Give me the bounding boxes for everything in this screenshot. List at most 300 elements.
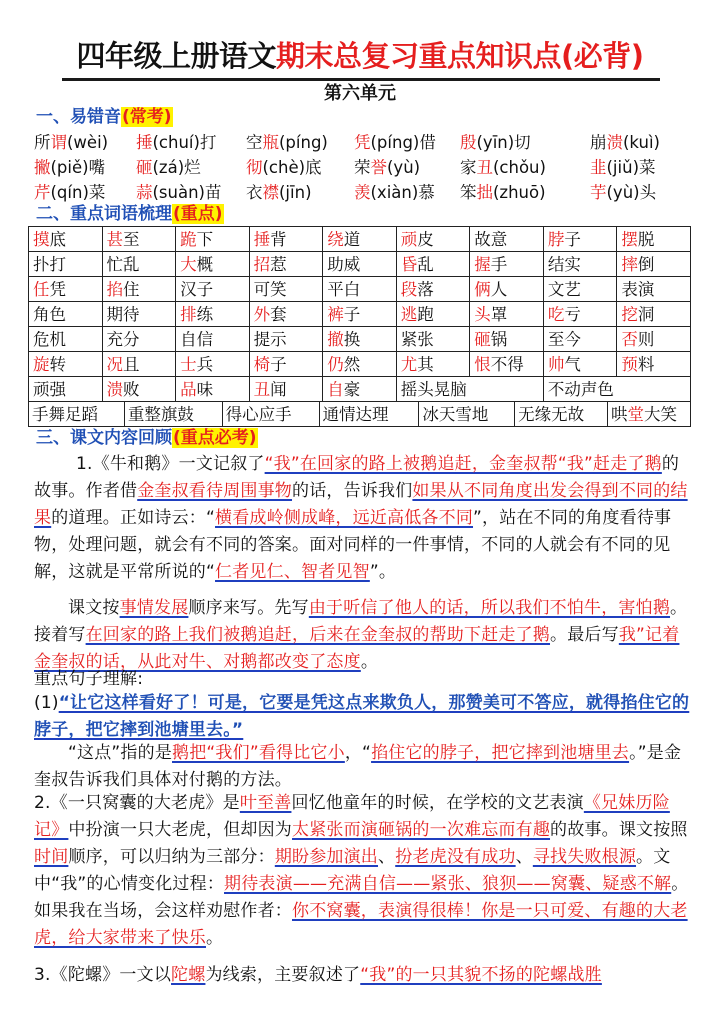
- body-text: 。”是金奎叔告诉我们具体对付鹅的方法。: [34, 743, 682, 790]
- section-heading-vocab: 二、重点词语梳理(重点): [36, 204, 223, 224]
- vocab-cell: [102, 327, 176, 352]
- highlight-text: 期盼参加演出: [274, 847, 379, 867]
- vocab-key-char: 溃: [106, 379, 124, 399]
- body-text: ”。: [369, 562, 397, 582]
- vocab-cell: [543, 277, 617, 302]
- vocab-cell: [470, 302, 544, 327]
- body-text: 、: [515, 847, 533, 867]
- vocab-rest: 摇头晃脑: [400, 379, 467, 399]
- pinyin-item: [590, 155, 656, 180]
- vocab-rest: 凭: [49, 279, 66, 299]
- page-title: [0, 34, 720, 78]
- vocab-key-char: 大: [180, 254, 197, 274]
- highlight-text: 如果从不同角度出发会得到不同的结果: [34, 481, 688, 528]
- highlight-text: 叶至善: [239, 793, 292, 813]
- vocab-cell: [249, 327, 323, 352]
- vocab-key-char: 绕: [327, 229, 344, 249]
- vocab-cell: [617, 352, 691, 377]
- vocab-rest: 锅: [490, 329, 508, 349]
- pinyin-char: 韭: [590, 158, 607, 177]
- vocab-key-char: 自: [327, 379, 344, 399]
- idiom-cell: 无缘无故: [515, 402, 608, 427]
- vocab-rest: 手: [490, 254, 508, 274]
- vocab-table: [28, 226, 691, 402]
- idiom-table: [28, 401, 691, 427]
- vocab-rest: 提示: [253, 329, 287, 349]
- vocab-key-char: 甚: [106, 229, 124, 249]
- vocab-rest: 人: [490, 279, 508, 299]
- pinyin-char: 撇: [34, 158, 51, 177]
- pinyin-reading: (yīn)切: [476, 133, 531, 152]
- title-part2: 期末总复习重点知识点(必背): [276, 39, 644, 73]
- key-sentence-explain: [34, 740, 690, 794]
- body-text: ，“: [344, 743, 372, 763]
- pinyin-reading: (wèi): [67, 133, 109, 152]
- idiom-cell: 手舞足蹈: [29, 402, 125, 427]
- pinyin-char: 芹: [34, 183, 51, 202]
- body-text: 顺序，可以归纳为三部分：: [68, 847, 275, 867]
- vocab-key-char: 恨: [474, 354, 491, 374]
- pinyin-reading: (zá)烂: [152, 158, 201, 177]
- vocab-cell: [470, 352, 544, 377]
- pinyin-plain: 所: [34, 133, 51, 152]
- highlight-text: 扮老虎没有成功: [395, 847, 516, 867]
- highlight-text: 时间: [34, 847, 69, 867]
- vocab-rest: 紧张: [400, 329, 434, 349]
- vocab-cell: [323, 277, 397, 302]
- highlight-text: 在回家的路上我们被鹅追赶，后来在金奎叔的帮助下赶走了鹅: [85, 625, 551, 645]
- pinyin-plain: 家: [460, 158, 477, 177]
- body-text: 的故事。作者借: [34, 454, 680, 501]
- vocab-cell: [249, 302, 323, 327]
- pinyin-reading: (suàn)苗: [152, 183, 222, 202]
- pinyin-item: [246, 180, 312, 205]
- vocab-key-char: 捶: [253, 229, 271, 249]
- vocab-rest: 期待: [106, 304, 140, 324]
- vocab-rest: 亏: [564, 304, 581, 324]
- vocab-key-char: 昏: [400, 254, 418, 274]
- vocab-key-char: 握: [474, 254, 491, 274]
- pinyin-item: [590, 130, 660, 155]
- key-sentence-1: [34, 690, 690, 744]
- body-text: 1.《牛和鹅》一文记叙了: [76, 454, 265, 474]
- vocab-cell: [396, 377, 543, 402]
- vocab-cell: [470, 277, 544, 302]
- vocab-cell: [323, 377, 397, 402]
- pinyin-reading: (yù): [387, 158, 421, 177]
- vocab-row: [29, 377, 691, 402]
- pinyin-plain: 衣: [246, 183, 263, 202]
- pinyin-row: [34, 155, 694, 180]
- vocab-cell: [102, 227, 176, 252]
- pinyin-reading: (chuí)打: [152, 133, 217, 152]
- vocab-rest: 下: [196, 229, 214, 249]
- vocab-cell: [617, 302, 691, 327]
- pinyin-item: [590, 180, 656, 205]
- section-tag: (重点必考): [173, 428, 257, 448]
- vocab-cell: [470, 227, 544, 252]
- vocab-rest: 不得: [490, 354, 524, 374]
- pinyin-char: 谓: [50, 133, 67, 152]
- vocab-rest: 表演: [621, 279, 655, 299]
- paragraph-tuo-luo: [34, 962, 690, 989]
- highlight-text: 我”记着金奎叔的话，从此对牛、对鹅都改变了态度: [34, 625, 680, 672]
- vocab-rest: 惹: [270, 254, 287, 274]
- pinyin-char: 捶: [136, 133, 153, 152]
- vocab-rest: 文艺: [547, 279, 581, 299]
- pinyin-item: [354, 130, 436, 155]
- vocab-rest: 概: [196, 254, 214, 274]
- vocab-rest: 落: [417, 279, 434, 299]
- vocab-key-char: 旋: [33, 354, 50, 374]
- vocab-cell: [323, 352, 397, 377]
- pinyin-char: 溃: [606, 133, 623, 152]
- pinyin-item: [246, 155, 322, 180]
- vocab-cell: [470, 327, 544, 352]
- pinyin-reading: (xiàn)慕: [370, 183, 435, 202]
- vocab-cell: [617, 327, 691, 352]
- pinyin-item: [136, 180, 222, 205]
- vocab-key-char: 逃: [400, 304, 418, 324]
- vocab-cell: [617, 227, 691, 252]
- vocab-rest: 住: [123, 279, 140, 299]
- vocab-cell: [543, 227, 617, 252]
- vocab-cell: [249, 227, 323, 252]
- vocab-rest: 汉子: [180, 279, 214, 299]
- vocab-rest: 倒: [637, 254, 655, 274]
- pinyin-item: [136, 130, 216, 155]
- section-tag: (常考): [122, 107, 172, 127]
- body-text: “这点”指的是: [68, 743, 173, 763]
- pinyin-reading: (píng): [279, 133, 328, 152]
- vocab-cell: [543, 352, 617, 377]
- body-text: 的故事。课文按照: [550, 820, 688, 840]
- section-heading-pronunciation: 一、易错音(常考): [36, 107, 172, 127]
- vocab-cell: [29, 277, 103, 302]
- body-text: 3.《陀螺》一文以: [34, 965, 172, 985]
- idiom-part: 大笑: [644, 404, 678, 424]
- highlight-text: 《兄妹历险记》: [34, 793, 670, 840]
- vocab-cell: [29, 352, 103, 377]
- idiom-cell: 重整旗鼓: [124, 402, 222, 427]
- vocab-key-char: 顽: [400, 229, 418, 249]
- vocab-rest: 忙乱: [106, 254, 140, 274]
- body-text: 中扮演一只大老虎，但却因为: [68, 820, 293, 840]
- pinyin-char: 蒜: [136, 183, 153, 202]
- vocab-rest: 料: [637, 354, 655, 374]
- section-heading-review: 三、课文内容回顾(重点必考): [36, 428, 257, 448]
- pinyin-char: 誉: [370, 158, 387, 177]
- vocab-cell: [396, 327, 470, 352]
- pinyin-plain: 荣: [354, 158, 371, 177]
- body-text: 2.《一只窝囊的大老虎》是: [34, 793, 240, 813]
- vocab-rest: 且: [123, 354, 140, 374]
- vocab-key-char: 摸: [33, 229, 50, 249]
- vocab-rest: 平白: [327, 279, 361, 299]
- highlight-text: 由于听信了他人的话，所以我们不怕牛，害怕鹅: [308, 598, 671, 618]
- vocab-key-char: 俩: [474, 279, 491, 299]
- body-text: 。如果我在当场，会这样劝慰作者：: [34, 874, 689, 921]
- vocab-rest: 顽强: [33, 379, 66, 399]
- vocab-key-char: 摆: [621, 229, 638, 249]
- vocab-key-char: 否: [621, 329, 638, 349]
- paragraph-niu-he-e: [34, 451, 690, 586]
- vocab-cell: [176, 302, 250, 327]
- vocab-rest: 子: [343, 304, 361, 324]
- vocab-key-char: 头: [474, 304, 491, 324]
- vocab-cell: [396, 252, 470, 277]
- body-text: 为线索，主要叙述了: [205, 965, 361, 985]
- pinyin-reading: (jīn): [279, 183, 312, 202]
- body-text: 。: [360, 652, 379, 672]
- vocab-rest: 底: [49, 229, 66, 249]
- vocab-key-char: 裤: [327, 304, 344, 324]
- highlight-text: 事情发展: [119, 598, 189, 618]
- title-underline: [62, 78, 660, 81]
- pinyin-char: 芋: [590, 183, 607, 202]
- vocab-rest: 子: [270, 354, 287, 374]
- pinyin-char: 丑: [476, 158, 493, 177]
- vocab-rest: 败: [123, 379, 140, 399]
- highlight-text: 仁者见仁、智者见智: [215, 562, 370, 582]
- highlight-text: “我”在回家的路上被鹅追赶，金奎叔帮“我”赶走了鹅: [264, 454, 662, 474]
- highlight-text: 期待表演——充满自信——紧张、狼狈——窝囊、疑惑不解: [224, 874, 672, 894]
- vocab-key-char: 掐: [106, 279, 124, 299]
- vocab-rest: 背: [270, 229, 287, 249]
- vocab-row: [29, 302, 691, 327]
- vocab-cell: [543, 252, 617, 277]
- vocab-rest: 其: [417, 354, 434, 374]
- highlight-text: 横看成岭侧成峰，远近高低各不同: [215, 508, 474, 528]
- highlight-text: “让它这样看好了！可是，它要是凭这点来欺负人，那赞美可不答应，就得掐住它的脖子，把它摔到池塘里去。”: [34, 693, 690, 740]
- vocab-cell: [29, 302, 103, 327]
- vocab-rest: 兵: [196, 354, 214, 374]
- vocab-key-char: 士: [180, 354, 197, 374]
- vocab-cell: [102, 377, 176, 402]
- pinyin-plain: 空: [246, 133, 263, 152]
- highlight-text: 你不窝囊，表演得很棒！你是一只可爱、有趣的大老虎，给大家带来了快乐: [34, 901, 688, 948]
- pinyin-char: 彻: [246, 158, 263, 177]
- body-text: (1): [34, 693, 59, 713]
- pinyin-item: [246, 130, 328, 155]
- highlight-text: 太紧张而演砸锅的一次难忘而有趣: [292, 820, 551, 840]
- vocab-key-char: 任: [33, 279, 50, 299]
- vocab-cell: [29, 327, 103, 352]
- vocab-cell: [102, 252, 176, 277]
- pinyin-char: 瓶: [262, 133, 279, 152]
- vocab-cell: [323, 252, 397, 277]
- vocab-rest: 子: [564, 229, 581, 249]
- vocab-row: [29, 277, 691, 302]
- vocab-rest: 换: [343, 329, 361, 349]
- vocab-rest: 洞: [637, 304, 655, 324]
- vocab-key-char: 外: [253, 304, 271, 324]
- vocab-rest: 至: [123, 229, 140, 249]
- vocab-rest: 练: [196, 304, 214, 324]
- vocab-key-char: 跪: [180, 229, 197, 249]
- vocab-cell: [29, 377, 103, 402]
- vocab-key-char: 帅: [547, 354, 565, 374]
- pinyin-reading: (piě)嘴: [50, 158, 106, 177]
- vocab-key-char: 品: [180, 379, 197, 399]
- vocab-rest: 然: [343, 354, 361, 374]
- pinyin-char: 凭: [354, 133, 371, 152]
- idiom-cell: 冰天雪地: [419, 402, 515, 427]
- idiom-cell: [608, 402, 691, 427]
- vocab-rest: 自信: [180, 329, 214, 349]
- vocab-rest: 故意: [474, 229, 508, 249]
- vocab-cell: [176, 377, 250, 402]
- pinyin-item: [354, 155, 420, 180]
- key-sentence-label: 重点句子理解:: [34, 669, 144, 689]
- vocab-key-char: 仍: [327, 354, 344, 374]
- unit-subtitle: 第六单元: [324, 83, 396, 104]
- vocab-rest: 不动声色: [547, 379, 614, 399]
- vocab-rest: 结实: [547, 254, 581, 274]
- vocab-cell: [249, 352, 323, 377]
- vocab-key-char: 吃: [547, 304, 565, 324]
- body-text: 、: [378, 847, 396, 867]
- vocab-key-char: 砸: [474, 329, 491, 349]
- pinyin-char: 殷: [460, 133, 477, 152]
- vocab-cell: [102, 277, 176, 302]
- vocab-cell: [323, 227, 397, 252]
- pinyin-item: [34, 180, 105, 205]
- body-text: 的话，告诉我们: [292, 481, 413, 501]
- vocab-cell: [176, 277, 250, 302]
- highlight-text: 陀螺: [171, 965, 206, 985]
- body-text: 的道理。正如诗云：“: [51, 508, 216, 528]
- idiom-cell: 得心应手: [222, 402, 319, 427]
- vocab-rest: 充分: [106, 329, 140, 349]
- vocab-cell: [617, 277, 691, 302]
- pinyin-char: 拙: [476, 183, 493, 202]
- vocab-rest: 皮: [417, 229, 434, 249]
- idiom-cell: 通情达理: [319, 402, 419, 427]
- highlight-text: 金奎叔看待周围事物: [137, 481, 293, 501]
- pinyin-item: [460, 180, 546, 205]
- vocab-rest: 跑: [417, 304, 434, 324]
- vocab-key-char: 撤: [327, 329, 344, 349]
- paragraph-structure: [34, 595, 690, 676]
- vocab-cell: [543, 302, 617, 327]
- vocab-cell: [617, 252, 691, 277]
- pinyin-reading: (píng)借: [370, 133, 436, 152]
- pinyin-plain: 崩: [590, 133, 607, 152]
- body-text: 。接着写: [34, 598, 688, 645]
- vocab-rest: 角色: [33, 304, 66, 324]
- pinyin-char: 砸: [136, 158, 153, 177]
- pinyin-plain: 笨: [460, 183, 477, 202]
- vocab-cell: [249, 277, 323, 302]
- vocab-rest: 脱: [637, 229, 655, 249]
- paragraph-da-lao-hu: [34, 790, 690, 952]
- body-text: ”，站在不同的角度看待事物，处理问题，就会有不同的答案。面对同样的一件事情，不同的人就会有不同的见解，这就是平常所说的“: [34, 508, 672, 582]
- pinyin-row: [34, 130, 694, 155]
- vocab-row: [29, 352, 691, 377]
- pinyin-reading: (yù)头: [606, 183, 657, 202]
- vocab-rest: 扑打: [33, 254, 66, 274]
- vocab-rest: 闻: [270, 379, 287, 399]
- vocab-rest: 可笑: [253, 279, 287, 299]
- vocab-cell: [323, 327, 397, 352]
- vocab-cell: [396, 352, 470, 377]
- body-text: 顺序来写。先写: [188, 598, 309, 618]
- vocab-cell: [176, 352, 250, 377]
- pinyin-reading: (jiǔ)菜: [606, 158, 656, 177]
- body-text: 课文按: [68, 598, 120, 618]
- vocab-rest: 套: [270, 304, 287, 324]
- vocab-cell: [543, 327, 617, 352]
- vocab-rest: 助威: [327, 254, 361, 274]
- vocab-cell: [176, 227, 250, 252]
- idiom-part: 哄: [611, 404, 628, 424]
- vocab-cell: [29, 252, 103, 277]
- vocab-cell: [249, 377, 323, 402]
- vocab-key-char: 椅: [253, 354, 271, 374]
- vocab-cell: [249, 252, 323, 277]
- vocab-rest: 危机: [33, 329, 66, 349]
- vocab-key-char: 丑: [253, 379, 271, 399]
- pinyin-reading: (zhuō): [493, 183, 546, 202]
- vocab-cell: [396, 277, 470, 302]
- pinyin-char: 羡: [354, 183, 371, 202]
- body-text: 。: [206, 928, 224, 948]
- vocab-cell: [102, 352, 176, 377]
- pinyin-row: [34, 180, 694, 205]
- vocab-row: [29, 252, 691, 277]
- vocab-rest: 味: [196, 379, 214, 399]
- pinyin-item: [460, 130, 531, 155]
- pinyin-item: [34, 130, 108, 155]
- vocab-key-char: 尤: [400, 354, 418, 374]
- vocab-rest: 罩: [490, 304, 508, 324]
- vocab-key-char: 脖: [547, 229, 565, 249]
- pinyin-item: [354, 180, 435, 205]
- body-text: 回忆他童年的时候，在学校的文艺表演: [291, 793, 584, 813]
- vocab-cell: [176, 252, 250, 277]
- vocab-cell: [323, 302, 397, 327]
- pinyin-item: [34, 155, 105, 180]
- pinyin-item: [136, 155, 201, 180]
- vocab-rest: 则: [637, 329, 655, 349]
- idiom-key-char: 堂: [627, 404, 645, 424]
- highlight-text: “我”的一只其貌不扬的陀螺战胜: [360, 965, 602, 985]
- vocab-key-char: 段: [400, 279, 418, 299]
- highlight-text: 鹅把“我们”看得比它小: [172, 743, 345, 763]
- section-tag: (重点): [173, 204, 223, 224]
- vocab-key-char: 摔: [621, 254, 638, 274]
- vocab-key-char: 排: [180, 304, 197, 324]
- vocab-rest: 转: [49, 354, 66, 374]
- vocab-rest: 至今: [547, 329, 581, 349]
- vocab-cell: [176, 327, 250, 352]
- pinyin-reading: (kuì): [623, 133, 660, 152]
- pinyin-item: [460, 155, 546, 180]
- vocab-rest: 道: [343, 229, 361, 249]
- idiom-row: [29, 402, 691, 427]
- vocab-rest: 豪: [343, 379, 361, 399]
- vocab-key-char: 况: [106, 354, 124, 374]
- body-text: 。最后写: [550, 625, 619, 645]
- vocab-cell: [29, 227, 103, 252]
- vocab-row: [29, 327, 691, 352]
- vocab-cell: [470, 252, 544, 277]
- vocab-rest: 气: [564, 354, 581, 374]
- pinyin-reading: (chǒu): [493, 158, 546, 177]
- vocab-rest: 乱: [417, 254, 434, 274]
- pinyin-reading: (chè)底: [262, 158, 322, 177]
